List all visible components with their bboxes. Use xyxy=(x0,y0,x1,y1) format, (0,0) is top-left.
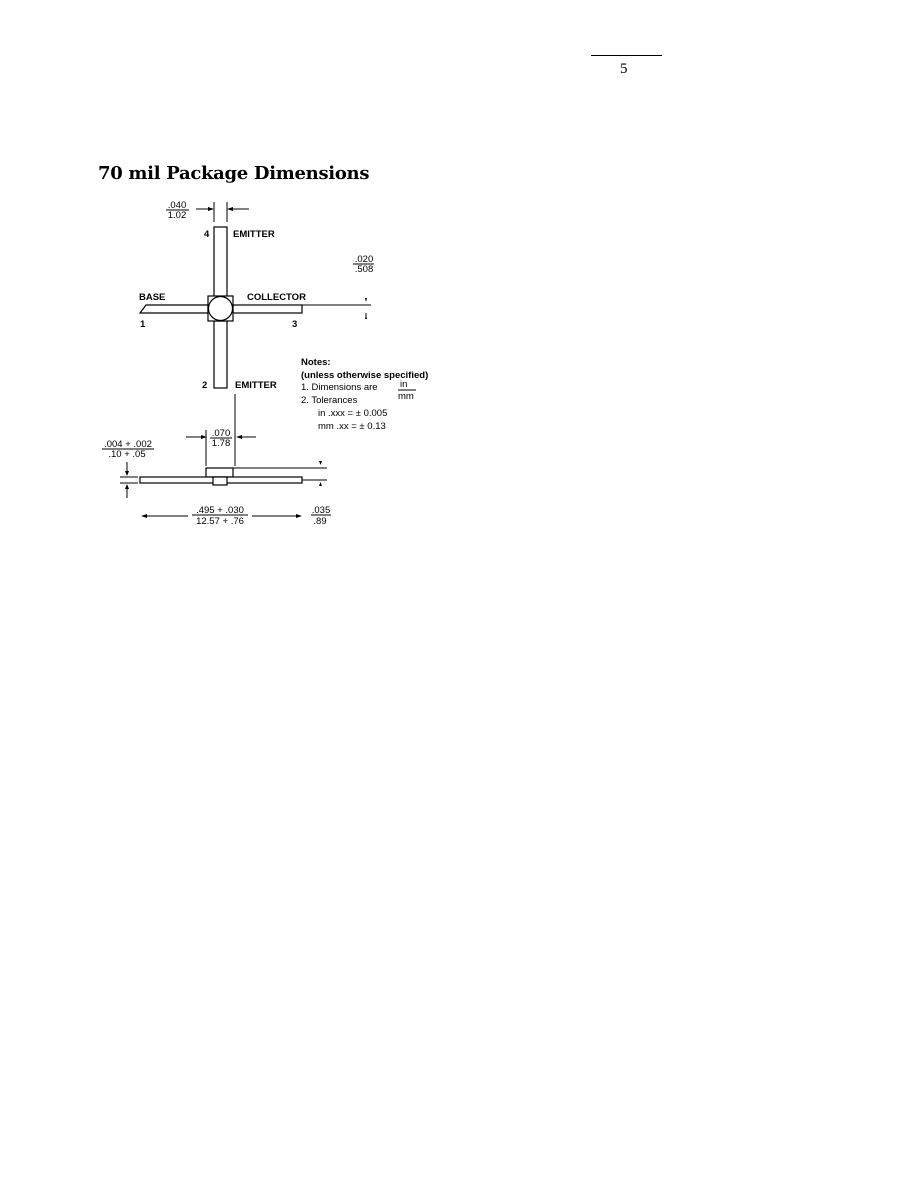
pin-3-number: 3 xyxy=(292,319,298,330)
lead-width-dimension xyxy=(166,200,249,222)
height-mm: .89 xyxy=(313,516,327,527)
body-width-in: .070 xyxy=(211,428,231,439)
lead-thickness-dimension xyxy=(302,254,374,319)
page-number: 5 xyxy=(620,61,628,77)
lead-pin-4 xyxy=(214,227,227,297)
lead-pin-3 xyxy=(233,305,302,313)
lead-width-mm: 1.02 xyxy=(167,210,187,221)
section-title: 70 mil Package Dimensions xyxy=(98,163,370,184)
tolerance-mm: mm .xx = ± 0.13 xyxy=(318,421,386,432)
pin-1-label: BASE xyxy=(139,292,166,303)
lead-gap-mm: .10 + .05 xyxy=(108,449,146,460)
package-cap xyxy=(209,297,233,321)
pin-2-label: EMITTER xyxy=(235,380,277,391)
overall-length-in: .495 + .030 xyxy=(196,505,244,516)
lead-thickness-in: .020 xyxy=(354,254,374,265)
note-1-denominator: mm xyxy=(398,391,414,402)
body-width-mm: 1.78 xyxy=(211,438,231,449)
height-in: .035 xyxy=(311,505,331,516)
pin-3-label: COLLECTOR xyxy=(247,292,306,303)
tolerance-in: in .xxx = ± 0.005 xyxy=(318,408,388,419)
side-standoff xyxy=(213,477,227,485)
overall-length-mm: 12.57 + .76 xyxy=(196,516,244,527)
lead-gap-in: .004 + .002 xyxy=(104,439,152,450)
lead-width-in: .040 xyxy=(167,200,187,211)
notes-heading: Notes: xyxy=(301,357,331,368)
pin-4-number: 4 xyxy=(204,229,210,240)
pin-1-number: 1 xyxy=(140,319,146,330)
lead-pin-1 xyxy=(140,305,208,313)
lead-thickness-mm: .508 xyxy=(354,264,374,275)
lead-pin-2 xyxy=(214,321,227,388)
notes-block xyxy=(301,357,428,432)
notes-qualifier: (unless otherwise specified) xyxy=(301,370,429,381)
pin-4-label: EMITTER xyxy=(233,229,275,240)
note-1: 1. Dimensions are xyxy=(301,382,378,393)
note-2: 2. Tolerances xyxy=(301,395,358,406)
side-view-package xyxy=(102,394,331,527)
note-1-numerator: in xyxy=(400,379,408,390)
side-body xyxy=(206,468,233,477)
top-view-package xyxy=(140,227,302,388)
pin-2-number: 2 xyxy=(202,380,208,391)
